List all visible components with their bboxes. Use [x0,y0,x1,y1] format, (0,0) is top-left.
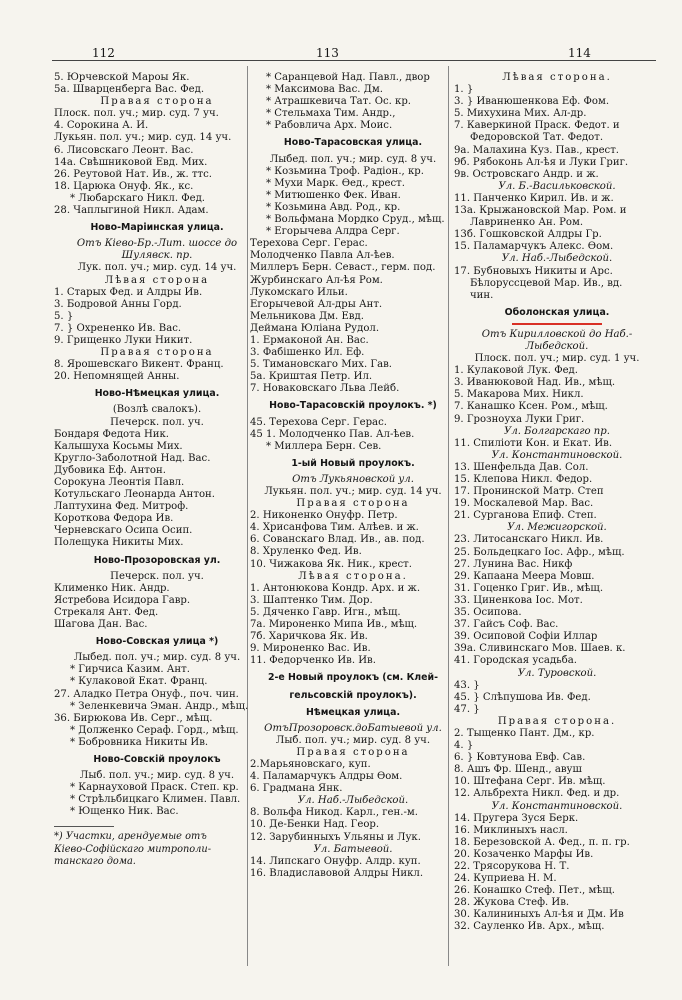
entry-line: 17. Бубновыхъ Никиты и Арс. [454,265,613,277]
entry-line: Сорокуна Леонтія Павл. [54,477,185,488]
entry-line: 16. Миклиныхъ насл. [454,824,568,836]
district-line: (Возлѣ свалокъ). [112,404,202,416]
entry-line: 39. Осиповой Софіи Иллар [454,631,598,643]
entry-line: 26. Реутовой Нат. Ив., ж. ттс. [54,168,212,180]
entry-line: Миллеръ Берн. Севаст., герм. под. [250,262,436,274]
entry-line: Калышуха Косьмы Мих. [54,440,183,452]
entry-line: 7б. Харичкова Як. Ив. [250,631,368,643]
entry-line: 6. Лисовскаго Леонт. Вас. [54,144,194,156]
section-subheading: Ул. Б.-Васильковской. [498,180,616,192]
entry-line: * Козьмина Авд. Род., кр. [266,201,401,213]
side-heading: Правая сторона [296,746,410,758]
entry-line: 14. Липскаго Онуфр. Алдр. куп. [250,855,421,867]
red-underline-mark [512,323,602,325]
entry-line: 4. } [454,740,474,752]
entry-line: 4. Хрисанфова Тим. Алѣев. и ж. [250,522,419,534]
entry-line: * Миллера Берн. Сев. [266,440,382,452]
entry-line: 29. Капаана Меера Мовш. [454,570,595,582]
entry-line: 18. Царюка Онуф. Як., кс. [54,180,194,192]
side-heading: Правая сторона [100,96,214,108]
entry-line: 8. Ашъ Фр. Шенд., авуш [454,764,582,776]
entry-line: * Кулаковой Екат. Франц. [70,676,208,688]
entry-line: 31. Гоценко Григ. Ив., мѣщ. [454,582,604,594]
entry-line: 11. Федорченко Ив. Ив. [250,655,376,667]
entry-line: Журбинскаго Ал-ѣя Ром. [250,274,383,286]
entry-line: Лукомскаго Ильи. [250,286,348,298]
entry-line: 1. Старых Фед. и Алдры Ив. [54,286,203,298]
section-subheading: Ул. Межигорской. [507,522,607,534]
district-line: Плоск. пол. уч.; мир. суд. 1 уч. [474,353,640,365]
entry-line: 23. Литосанскаго Никл. Ив. [454,534,604,546]
entry-line: 45. Терехова Серг. Герас. [250,416,387,428]
entry-line: * Саранцевой Над. Павл., двор [266,72,430,83]
entry-line: 37. Гайсъ Соф. Вас. [454,619,559,631]
page-number-middle: 113 [316,46,339,60]
page-number-left: 112 [92,46,115,60]
entry-line: 41. Городская усадьба. [454,655,577,667]
entry-line: 22. Трясорукова Н. Т. [454,861,570,872]
entry-line: 16. Владиславовой Алдры Никл. [250,867,424,879]
entry-line: 13б. Гошковской Алдры Гр. [454,229,602,241]
entry-line: Молодченко Павла Ал-ѣев. [250,250,395,262]
entry-line: 20. Непомнящей Анны. [54,371,180,383]
entry-line: 27. Лунина Вас. Никф [454,558,573,570]
entry-line: 45. } Слѣпушова Ив. Фед. [454,691,591,703]
entry-line: Егорычевой Ал-дры Ант. [250,298,383,310]
entry-line: 7. Канашко Ксен. Ром., мѣщ. [454,401,608,413]
street-heading: Ново-Прозоровская ул. [93,554,221,566]
street-heading: Ново-Совская улица *) [95,636,219,648]
entry-line: Бѣлоруссцевой Мар. Ив., вд. [470,277,623,289]
street-heading: гельсовскій проулокъ). [289,689,417,701]
section-subheading: ОтъПрозоровск.доБатыевой ул. [264,722,442,734]
entry-line: 20. Козаченко Марфы Ив. [454,848,594,860]
footnote-line: Кіево-Софійскаго митрополи- [54,843,212,855]
entry-line: * Долженко Сераф. Горд., мѣщ. [70,724,239,736]
entry-line: 3. Шаптенко Тим. Дор. [250,594,373,606]
entry-line: 10. Штефана Серг. Ив. мѣщ. [454,776,606,788]
entry-line: Полещука Никиты Мих. [54,537,184,549]
entry-line: 8. Ярошевскаго Викент. Франц. [54,359,224,371]
entry-line: 3. Бодровой Анны Горд. [54,298,182,310]
entry-line: 1. Кулаковой Лук. Фед. [454,365,578,377]
section-subheading: Ул. Туровской. [517,667,597,679]
district-line: Лыб. пол. уч.; мир. суд. 8 уч. [79,770,235,782]
entry-line: 2. Тыщенко Пант. Дм., кр. [454,727,595,739]
entry-line: 5а. Криштая Петр. Ил. [250,371,373,383]
section-subheading: Отъ Кирилловской до Наб.- [481,328,633,340]
entry-line: 9а. Малахина Куз. Пав., крест. [454,144,620,156]
entry-line: 4. Сорокина А. И. [54,120,149,132]
entry-line: Клименко Ник. Андр. [54,582,170,594]
entry-line: * Карнауховой Праск. Степ. кр. [70,782,239,794]
entry-line: * Атрашкевича Тат. Ос. кр. [266,96,412,108]
entry-line: * Вольфмана Мордко Сруд., мѣщ. [266,214,445,226]
entry-line: 5а. Шварценберга Вас. Фед. [54,84,205,96]
district-line: Лукьян. пол. уч.; мир. суд. 14 уч. [264,486,442,497]
entry-line: 4. Паламарчукъ Алдры Өом. [250,771,403,783]
entry-line: 3. } Иванюшенкова Еф. Фом. [454,96,610,108]
entry-line: 1. } [454,84,474,96]
entry-line: Терехова Серг. Герас. [250,238,368,250]
entry-line: 33. Циненкова Іос. Мот. [454,594,583,606]
entry-line: * Козьмина Троф. Радіон., кр. [266,165,424,177]
entry-line: Стрекаля Ант. Фед. [54,606,159,618]
entry-line: 6. Градмана Янк. [250,783,343,795]
entry-line: 1. Антонюкова Кондр. Арх. и ж. [250,582,421,594]
entry-line: * Мухи Марк. Өед., крест. [266,177,405,189]
entry-line: 3. Иванюковой Над. Ив., мѣщ. [454,377,616,389]
entry-line: 30. Калининыхъ Ал-ѣя и Дм. Ив [454,909,624,921]
district-line: Лыб. пол. уч.; мир. суд. 8 уч. [275,734,431,746]
entry-line: 13. Шенфельда Дав. Сол. [454,461,589,473]
section-subheading: Ул. Болгарскаго пр. [504,425,610,437]
side-heading: Правая сторона [100,347,214,359]
entry-line: 14а. Свѣшниковой Евд. Мих. [54,156,208,168]
entry-line: 17. Пронинской Матр. Степ [454,486,604,498]
entry-line: 14. Пругера Зуся Берк. [454,812,579,824]
entry-line: 2.Марьяновскаго, куп. [250,758,371,770]
entry-line: * Гирчиса Казим. Ант. [70,664,190,676]
entry-line: Мельникова Дм. Евд. [250,310,364,322]
entry-line: 5. } [54,310,74,322]
entry-line: Котульскаго Леонарда Антон. [54,489,215,501]
section-subheading: Ул. Батыевой. [313,843,393,855]
entry-line: Шагова Дан. Вас. [54,619,148,631]
entry-line: 7. } Охрененко Ив. Вас. [54,322,182,334]
entry-line: * Максимова Вас. Дм. [266,84,383,96]
entry-line: 6. } Ковтунова Евф. Сав. [454,752,586,764]
footnote-line: *) Участки, арендуемые отъ [54,831,207,843]
entry-line: 21. Сурганова Епиф. Степ. [454,510,597,522]
district-line: Лыбед. пол. уч.; мир. суд. 8 уч. [269,153,437,165]
entry-line: 6. Сованскаго Влад. Ив., ав. под. [250,534,425,546]
entry-line: 7. Каверкиной Праск. Федот. и [454,120,620,132]
entry-line: 32. Сауленко Ив. Арх., мѣщ. [454,921,605,933]
entry-line: * Ющенко Ник. Вас. [70,806,179,818]
entry-line: 9. Грозноуха Луки Григ. [454,413,585,425]
entry-line: Черневскаго Осипа Осип. [54,525,193,537]
entry-line: Деймана Юліана Рудол. [250,322,380,334]
entry-line: * Зеленкевича Эман. Андр., мѣщ. [70,700,249,712]
section-subheading: Ул. Константиновской. [491,800,623,812]
entry-line: Кругло-Заболотной Над. Вас. [54,452,211,464]
side-heading: Правая сторона [296,498,410,510]
street-heading: Ново-Маріинская улица. [90,222,224,234]
street-heading: 2-е Новый проулокъ (см. Клей- [268,672,438,684]
entry-line: 5. Юрчевской Мароы Як. [54,72,190,83]
entry-line: 28. Жукова Стеф. Ив. [454,897,570,909]
entry-line: * Егорычева Алдра Серг. [266,226,400,238]
district-line: Лыбед. пол. уч.; мир. суд. 8 уч. [73,652,241,664]
entry-line: Лавриненко Ан. Ром. [470,217,584,229]
entry-line: 1. Ермаконой Ан. Вас. [250,334,369,346]
entry-line: Лукьян. пол. уч.; мир. суд. 14 уч. [54,132,232,144]
street-heading: Оболонская улица. [504,306,610,318]
entry-line: 12. Зарубинныхъ Ульяны и Лук. [250,831,421,843]
entry-line: 7. Новаковскаго Льва Лейб. [250,383,400,395]
entry-line: 5. Макарова Мих. Никл. [454,389,584,401]
entry-line: 13а. Крыжановской Мар. Ром. и [454,205,627,217]
section-subheading: Отъ Лукьяновской ул. [292,473,414,485]
entry-line: 27. Аладко Петра Онуф., поч. чин. [54,688,239,700]
entry-line: 45 1. Молодченко Пав. Ал-ѣев. [250,428,415,440]
entry-line: 26. Конашко Стеф. Пет., мѣщ. [454,885,615,897]
entry-line: чин. [470,289,494,301]
entry-line: 18. Березовской А. Фед., п. п. гр. [454,836,630,848]
entry-line: 36. Бирюкова Ив. Серг., мѣщ. [54,712,213,724]
entry-line: 9в. Островскаго Андр. и ж. [454,168,599,180]
street-heading: Ново-Нѣмецкая улица. [94,388,220,400]
entry-line: 10. Де-Бенки Над. Геор. [250,819,380,831]
street-heading: Ново-Тарасовскій проулокъ. *) [269,400,437,412]
street-heading: Ново-Совскій проулокъ [93,753,221,765]
entry-line: 9. Грищенко Луки Никит. [54,334,193,346]
entry-line: * Стрѣльбицкаго Климен. Павл. [70,794,241,806]
entry-line: 35. Осипова. [454,607,522,619]
entry-line: 9. Мироненко Вас. Ив. [250,643,371,655]
entry-line: 5. Тимановскаго Мих. Гав. [250,359,392,371]
entry-line: 39а. Сливинскаго Мов. Шаев. к. [454,643,626,655]
entry-line: Федоровской Тат. Федот. [470,132,604,144]
district-line: Лук. пол. уч.; мир. суд. 14 уч. [77,262,237,274]
entry-line: 10. Чижакова Як. Ник., крест. [250,558,412,570]
entry-line: 8. Вольфа Никод. Карл., ген.-м. [250,807,418,819]
entry-line: 2. Никоненко Онуфр. Петр. [250,510,398,522]
footnote-rule [54,826,114,827]
district-line: Печерск. пол. уч. [110,416,204,428]
entry-line: 47. } [454,703,480,715]
side-heading: Лѣвая сторона [104,274,210,286]
section-subheading: Отъ Кіево-Бр.-Лит. шоссе до [76,238,238,250]
entry-line: 3. Фабішенко Ил. Еф. [250,347,365,359]
column-right [454,72,660,934]
footnote-line: танскаго дома. [54,855,136,867]
side-heading: Правая сторона. [497,715,617,727]
entry-line: 24. Куприева Н. М. [454,873,557,885]
entry-line: 5. Дяченко Гавр. Игн., мѣщ. [250,606,401,618]
street-heading: Нѣмецкая улица. [305,706,401,718]
section-subheading: Лыбедской. [525,340,589,352]
entry-line: * Любарскаго Никл. Фед. [70,192,206,204]
street-heading: 1-ый Новый проулокъ. [291,457,415,469]
header-rule [52,60,656,61]
column-left [54,72,260,868]
entry-line: Плоск. пол. уч.; мир. суд. 7 уч. [54,108,219,120]
entry-line: Бондаря Федота Ник. [54,428,169,440]
entry-line: * Стельмаха Тим. Андр., [266,108,396,120]
entry-line: 15. Паламарчукъ Алекс. Өом. [454,241,614,253]
entry-line: Лаптухина Фед. Митроф. [54,501,189,513]
column-middle [250,72,456,880]
district-line: Печерск. пол. уч. [110,570,204,582]
entry-line: 28. Чаплыгиной Никл. Адам. [54,205,209,217]
entry-line: * Митюшенко Фек. Иван. [266,189,401,201]
entry-line: 9б. Рябоконь Ал-ѣя и Луки Григ. [454,156,629,168]
entry-line: 19. Москалевой Мар. Вас. [454,498,594,510]
page-number-right: 114 [568,46,591,60]
side-heading: Лѣвая сторона. [298,570,408,582]
section-subheading: Ул. Наб.-Лыбедской. [297,795,409,807]
section-subheading: Ул. Наб.-Лыбедской. [501,253,613,265]
entry-line: 12. Альбрехта Никл. Фед. и др. [454,788,620,800]
entry-line: 25. Больдецкаго Іос. Афр., мѣщ. [454,546,625,558]
entry-line: 11. Спиліоти Кон. и Екат. Ив. [454,437,613,449]
entry-line: 43. } [454,679,480,691]
entry-line: 15. Клепова Никл. Федор. [454,474,593,485]
street-heading: Ново-Тарасовская улица. [283,137,423,149]
entry-line: Дубовика Еф. Антон. [54,464,166,476]
entry-line: 5. Михухина Мих. Ал-др. [454,108,587,120]
entry-line: Короткова Федора Ив. [54,513,174,525]
section-subheading: Ул. Константиновской. [491,449,623,461]
entry-line: 8. Хруленко Фед. Ив. [250,546,362,558]
entry-line: * Рабовлича Арх. Моис. [266,120,393,132]
entry-line: 7а. Мироненко Мипа Ив., мѣщ. [250,619,418,631]
entry-line: Ястребова Исидора Гавр. [54,594,191,606]
side-heading: Лѣвая сторона. [502,72,612,83]
entry-line: * Бобровника Никиты Ив. [70,736,209,748]
entry-line: 11. Панченко Кирил. Ив. и ж. [454,192,614,204]
section-subheading: Шулявск. пр. [121,250,193,262]
